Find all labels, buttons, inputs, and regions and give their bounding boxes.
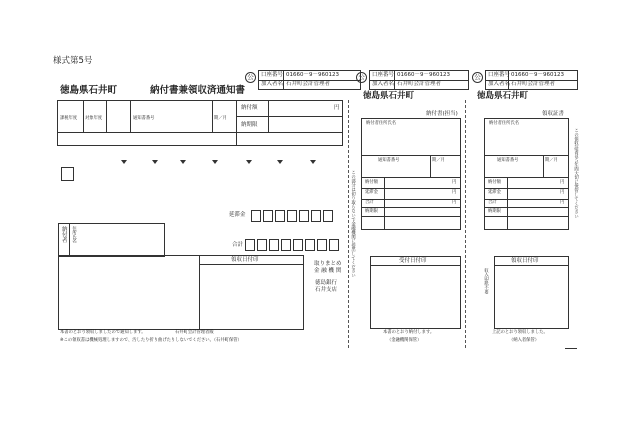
receipt-date-label: 受付日付印 <box>399 258 427 264</box>
digit-box <box>281 239 291 251</box>
note-1: 本書のとおり領収しましたので通知します。 <box>60 330 146 335</box>
middle-footer-note: 本書のとおり納付します。 <box>383 330 435 335</box>
right-receipt-box <box>494 256 569 329</box>
digit-box <box>287 210 297 222</box>
note-2: ※この領収書は機械処理しますので、汚したり折り曲げたりしないでください。（石井町保管） <box>60 338 242 343</box>
middle-section-label: 納付書(担当) <box>426 111 458 117</box>
account-number-label: 口座番号 <box>488 72 511 78</box>
note-1-right: 石井町会計管理者殿 <box>175 330 214 335</box>
digit-box <box>269 239 279 251</box>
address-name-label: 住所氏名 <box>71 226 77 244</box>
account-number-label: 口座番号 <box>372 72 395 78</box>
account-holder: 石井町会計管理者 <box>286 81 331 87</box>
alignment-marker-icon <box>246 160 252 164</box>
late-fee-label: 延滞金 <box>365 190 378 195</box>
unit: 円 <box>452 190 457 195</box>
account-header-left <box>258 70 361 90</box>
digit-box <box>323 210 333 222</box>
left-top-grid <box>57 100 343 146</box>
digit-box <box>299 210 309 222</box>
period-label: 期／月 <box>432 158 445 163</box>
digit-box <box>329 239 339 251</box>
unit: 円 <box>560 190 565 195</box>
bank-line-1: 取りまとめ <box>314 261 342 267</box>
account-number: 01660－9－960123 <box>397 72 450 78</box>
account-number: 01660－9－960123 <box>511 72 564 78</box>
public-seal-icon: 公 <box>245 72 256 83</box>
target-year-label: 対象年度 <box>85 116 103 121</box>
public-seal-icon: 公 <box>472 72 483 83</box>
account-holder: 石井町会計管理者 <box>511 81 556 87</box>
account-number-label: 口座番号 <box>261 72 284 78</box>
corner-mark <box>565 348 577 349</box>
alignment-marker-icon <box>277 160 283 164</box>
middle-footer-keep: （金融機関保管） <box>387 338 422 343</box>
deadline-label: 納期限 <box>241 122 258 128</box>
right-vertical-notice: この領収証書は５年間大切に保管してください <box>573 128 579 219</box>
payer-box <box>58 223 165 257</box>
notice-no-label: 通知書番号 <box>497 158 519 163</box>
middle-table <box>361 118 461 230</box>
payer-name-label: 納付者住所氏名 <box>366 121 397 126</box>
right-footer-keep: （納入者保管） <box>509 338 540 343</box>
account-number: 01660－9－960123 <box>286 72 339 78</box>
account-holder-label: 加入者名 <box>261 81 284 87</box>
ocr-mark-square <box>61 167 74 181</box>
perforation-line <box>348 100 349 348</box>
account-header-middle <box>369 70 469 90</box>
alignment-marker-icon <box>180 160 186 164</box>
unit: 円 <box>560 180 565 185</box>
unit: 円 <box>560 200 565 205</box>
right-municipality: 徳島県石井町 <box>477 91 529 101</box>
digit-box <box>305 239 315 251</box>
period-label: 期／月 <box>545 158 558 163</box>
total-label: 合計 <box>365 200 374 205</box>
alignment-marker-icon <box>121 160 127 164</box>
right-section-label: 領収証書 <box>542 111 565 117</box>
tax-year-label: 課税年度 <box>60 116 78 121</box>
alignment-marker-icon <box>310 160 316 164</box>
right-vertical-receipt: 収入印紙不要 <box>483 268 489 294</box>
alignment-marker-icon <box>152 160 158 164</box>
receipt-date-label: 領収日付印 <box>511 258 539 264</box>
digit-box <box>311 210 321 222</box>
total-label: 合計 <box>488 200 497 205</box>
left-municipality: 徳島県石井町 <box>60 85 118 96</box>
digit-box <box>251 210 261 222</box>
notice-no-label: 通知書番号 <box>378 158 400 163</box>
amount-label: 納付額 <box>241 105 258 111</box>
amount-unit: 円 <box>334 105 340 111</box>
late-fee-label: 延滞金 <box>488 190 501 195</box>
period-label: 期／月 <box>214 116 227 121</box>
payer-name-label: 納付者住所氏名 <box>489 121 520 126</box>
middle-municipality: 徳島県石井町 <box>363 91 415 101</box>
digit-box <box>245 239 255 251</box>
bank-line-4: 徳島銀行 <box>315 280 338 286</box>
total-label: 合計 <box>232 242 244 248</box>
late-fee-label: 延滞金 <box>229 212 246 218</box>
left-form-title: 納付書兼領収済通知書 <box>150 85 246 96</box>
digit-box <box>293 239 303 251</box>
bank-line-5: 石井支店 <box>315 287 338 293</box>
right-footer-note: 上記のとおり領収しました。 <box>492 330 548 335</box>
digit-box <box>275 210 285 222</box>
middle-vertical-notice: この部分は切り取らないで金融機関に提出してください <box>350 170 356 278</box>
bank-line-2: 金 融 機 関 <box>314 268 342 274</box>
payer-label: 納付者 <box>60 226 67 243</box>
deadline-label: 納期限 <box>488 209 501 214</box>
digit-box <box>263 210 273 222</box>
right-table <box>484 118 569 230</box>
payer-no-label: 通知書番号 <box>133 116 155 121</box>
perforation-line <box>465 100 466 348</box>
amount-label: 納付額 <box>488 180 501 185</box>
account-holder: 石井町会計管理者 <box>397 81 442 87</box>
deadline-label: 納期限 <box>365 209 378 214</box>
amount-label: 納付額 <box>365 180 378 185</box>
account-header-right <box>485 70 578 90</box>
alignment-marker-icon <box>212 160 218 164</box>
receipt-date-label: 領収日付印 <box>231 257 259 263</box>
middle-receipt-box <box>370 256 461 329</box>
unit: 円 <box>452 180 457 185</box>
digit-box <box>257 239 267 251</box>
public-seal-icon: 公 <box>356 72 367 83</box>
digit-box <box>317 239 327 251</box>
account-holder-label: 加入者名 <box>488 81 511 87</box>
account-holder-label: 加入者名 <box>372 81 395 87</box>
form-id: 様式第5号 <box>53 56 93 66</box>
unit: 円 <box>452 200 457 205</box>
left-lower-grid <box>58 255 304 330</box>
